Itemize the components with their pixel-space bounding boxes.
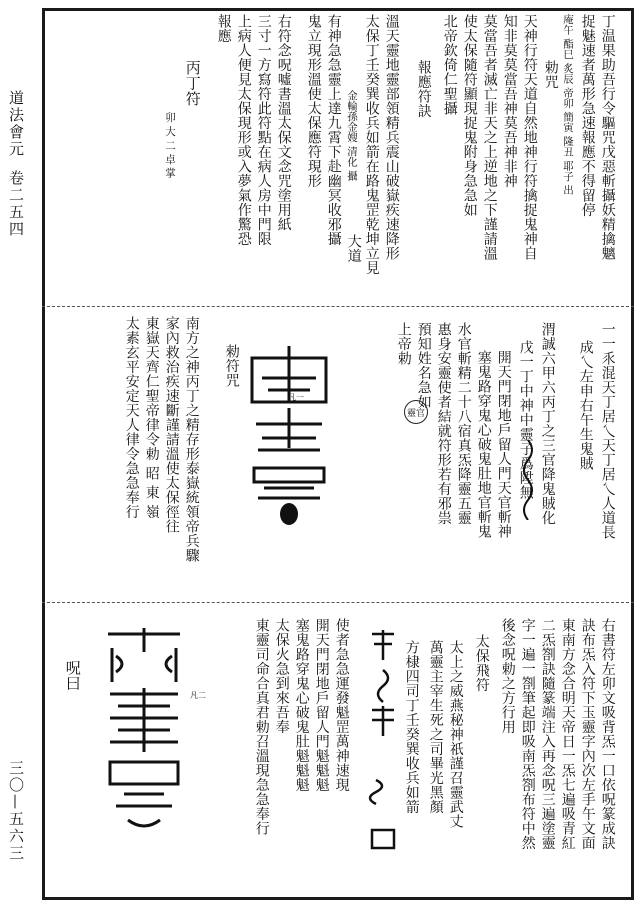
text-column: 捉魅速者萬形急速報應不得留停 [579, 14, 596, 217]
text-column: 家內救治疾速斷謹請溫使太保徑往 [163, 316, 180, 534]
text-column: 東嶽天齊仁聖帝律令勅 昭 東 嶺 [143, 316, 160, 520]
page-number: 三〇—五六三 [7, 760, 25, 862]
text-column: 三寸一方寫符此符點在病人房中門限 [255, 14, 272, 246]
text-column: 勑符咒 [223, 344, 240, 388]
text-column: 東南方念合明天帝日一炁七遍吸青紅 [559, 618, 576, 850]
text-column: 使太保隨符顯現捉鬼附身急急如 [461, 14, 478, 217]
text-column: 萬靈主宰生死之司畢光黑顏 [427, 640, 444, 814]
text-column: 有神急急靈上達九霄下赴幽冥收邪攝 [325, 14, 342, 246]
talisman-glyph [102, 624, 186, 834]
text-column: 溫天靈地靈部領精兵震山破嶽疾速降形 [383, 14, 400, 261]
text-column: 使者急急運發魁罡萬神速現 [333, 618, 350, 792]
text-column: 上帝勅 [395, 322, 412, 366]
text-column: 太上之威燕秘神祇謹召靈武丈 [447, 640, 464, 829]
text-column: 鬼立現形溫使太保應符現形 [305, 14, 322, 188]
text-column: 太保丁壬癸巽收兵如箭在路鬼罡乾坤立見 [363, 14, 380, 275]
fu-annotation: 卯 大 二 卓 掌 [164, 112, 177, 178]
text-column: 惠身安靈使者結就符形若有邪祟 [435, 322, 452, 525]
text-column: 太保火急到來吾奉 [273, 618, 290, 734]
text-column: 北帝欽倚仁聖攝 [441, 14, 458, 116]
talisman-1 [244, 338, 334, 528]
text-column: 塞鬼路穿鬼心破鬼肚魁魁魁 [293, 618, 310, 792]
talisman-glyph [368, 630, 398, 860]
text-column: 報應 [215, 14, 232, 43]
zhou-yue-heading: 呪曰 [63, 660, 82, 691]
talisman-glyph [244, 338, 334, 528]
talisman-squiggle [518, 440, 538, 520]
text-column: 後念呪勅之方行用 [499, 618, 516, 734]
text-column: 南方之神丙丁之精存形泰嶽統領帝兵驟 [183, 316, 200, 563]
text-column: 塞鬼路穿鬼心破鬼肚地官斬鬼 [475, 350, 492, 539]
volume-number: 卷二五四 [7, 170, 25, 238]
text-column: 報應符訣 [415, 60, 432, 118]
text-column: 開天門閉地戶留人門魁魁魁 [313, 618, 330, 792]
book-title: 道法會元 [7, 90, 25, 158]
text-column: 水官斬精二十八宿真炁降靈五靈 [455, 322, 472, 525]
text-column: 知非莫莫當吾神莫吾神非神 [501, 14, 518, 188]
talisman-index: 凡一 [288, 393, 304, 402]
text-column: 成乀左申右午生鬼賊 [577, 340, 594, 471]
text-column: 方棣四司丁壬癸巽收兵如箭 [403, 640, 420, 814]
text-column: 天神行符天道自然地神行符擒捉鬼神自 [521, 14, 538, 261]
text-column: 莫當吾者滅亡非天之上逆地之下謹請溫 [481, 14, 498, 261]
text-column: 大道 [345, 234, 362, 263]
text-column: 勅咒 [542, 60, 559, 89]
text-column: 丁温果助吾行令驅咒戊惡斬攝妖精擒魑 [599, 14, 616, 261]
text-column: 訣布炁入符下玉靈字內次左手午文面 [579, 618, 596, 850]
text-column: 金輪孫金嫂 清化 攝 [346, 90, 359, 181]
text-column: 右符念呪噓書溫太保文念咒塗用紙 [275, 14, 292, 232]
talisman-index: 凡二 [190, 691, 206, 700]
text-column: 二炁劄訣隨篆端注入再念呪三遍塗靈 [539, 618, 556, 850]
text-column: 開天門閉地戶留人門天官斬神 [495, 350, 512, 539]
seal-text: 靈官 [406, 408, 425, 419]
text-column: 渭誠六甲六丙丁之三官降鬼賊化 [539, 322, 556, 525]
talisman-2 [102, 624, 186, 834]
text-column: 東靈司命合真君勅召溫現急急奉行 [253, 618, 270, 836]
text-column: 上病人便見太保現形或入夢氣作驚恐 [235, 14, 252, 246]
text-column: 太素玄平安定天人律令急急奉行 [123, 316, 140, 519]
text-column: 庵午 酯巳 炙辰 帝卯 簡寅 隆丑 耶子 出 [562, 14, 575, 195]
text-column: 右書符左卯文吸背炁一口依呪篆成訣 [599, 618, 616, 850]
text-column: 戊一丁中神中靈子爲陞無 [517, 340, 534, 500]
panel-divider-1 [42, 306, 634, 307]
text-column: 太保飛符 [473, 634, 490, 692]
text-column: 字一遍一劄筆起即吸南炁劄布符中然 [519, 618, 536, 850]
fu-name: 丙丁符 [183, 60, 202, 107]
text-column: 預知姓名急如 [415, 322, 432, 409]
talisman-3 [368, 630, 398, 860]
panel-divider-2 [42, 602, 634, 603]
text-column: 一一乑混天丁居乀天丁居乀人道長 [599, 322, 616, 540]
seal-stamp [404, 400, 428, 424]
talisman-stroke [518, 440, 538, 520]
